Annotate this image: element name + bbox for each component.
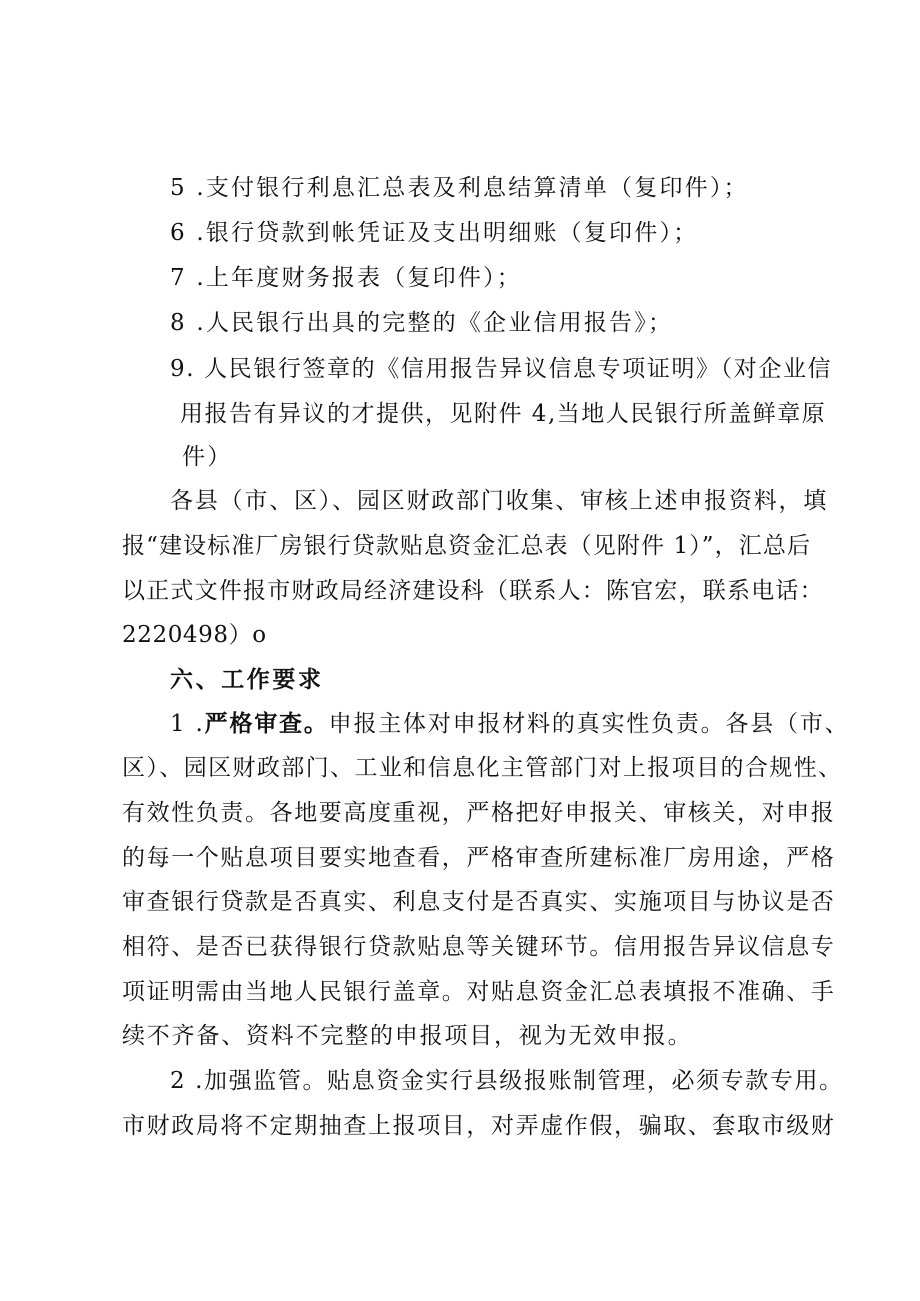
- requirement-1-line-8: 续不齐备、资料不完整的申报项目，视为无效申报。: [122, 1023, 693, 1049]
- section-heading: 六、工作要求: [170, 666, 324, 693]
- requirement-1-number: 1 .: [170, 711, 205, 737]
- list-item-5: 5 .支付银行利息汇总表及利息结算清单（复印件）；: [170, 175, 749, 201]
- requirement-1-line-4: 的每一个贴息项目要实地查看，严格审查所建标准厂房用途，严格: [122, 845, 836, 871]
- list-item-9-line-3: 件）: [182, 444, 233, 470]
- list-item-9-line-1: 9. 人民银行签章的《信用报告异议信息专项证明》（对企业信: [170, 356, 833, 382]
- summary-line-3: 以正式文件报市财政局经济建设科（联系人：陈官宏，联系电话：: [122, 578, 824, 604]
- requirement-2-line-1: 2 .加强监管。贴息资金实行县级报账制管理，必须专款专用。: [170, 1068, 844, 1094]
- list-item-7: 7 .上年度财务报表（复印件）；: [170, 265, 522, 291]
- summary-line-1: 各县（市、区）、园区财政部门收集、审核上述申报资料，填: [170, 488, 829, 514]
- requirement-1-line-2: 区）、园区财政部门、工业和信息化主管部门对上报项目的合规性、: [122, 755, 843, 781]
- requirement-1-line-5: 审查银行贷款是否真实、利息支付是否真实、实施项目与协议是否: [122, 889, 836, 915]
- requirement-1-line-6: 相符、是否已获得银行贷款贴息等关键环节。信用报告异议信息专: [122, 934, 836, 960]
- summary-line-4: 2220498）o: [122, 622, 267, 648]
- requirement-1-line-3: 有效性负责。各地要高度重视，严格把好申报关、审核关，对申报: [122, 800, 836, 826]
- requirement-1-line-7: 项证明需由当地人民银行盖章。对贴息资金汇总表填报不准确、手: [122, 979, 836, 1005]
- list-item-6: 6 .银行贷款到帐凭证及支出明细账（复印件）；: [170, 220, 699, 246]
- summary-line-2: 报“建设标准厂房银行贷款贴息资金汇总表（见附件 1）”，汇总后: [122, 533, 812, 559]
- requirement-1-first-line-text: 申报主体对申报材料的真实性负责。各县（市、: [328, 711, 850, 737]
- list-item-9-line-2: 用报告有异议的才提供，见附件 4,当地人民银行所盖鲜章原: [180, 401, 827, 427]
- requirement-2-line-2: 市财政局将不定期抽查上报项目，对弄虚作假，骗取、套取市级财: [122, 1113, 836, 1139]
- list-item-8: 8 .人民银行出具的完整的《企业信用报告》；: [170, 310, 674, 336]
- requirement-1-line-1: [170, 709, 849, 739]
- requirement-1-title: 严格审查。: [204, 710, 329, 737]
